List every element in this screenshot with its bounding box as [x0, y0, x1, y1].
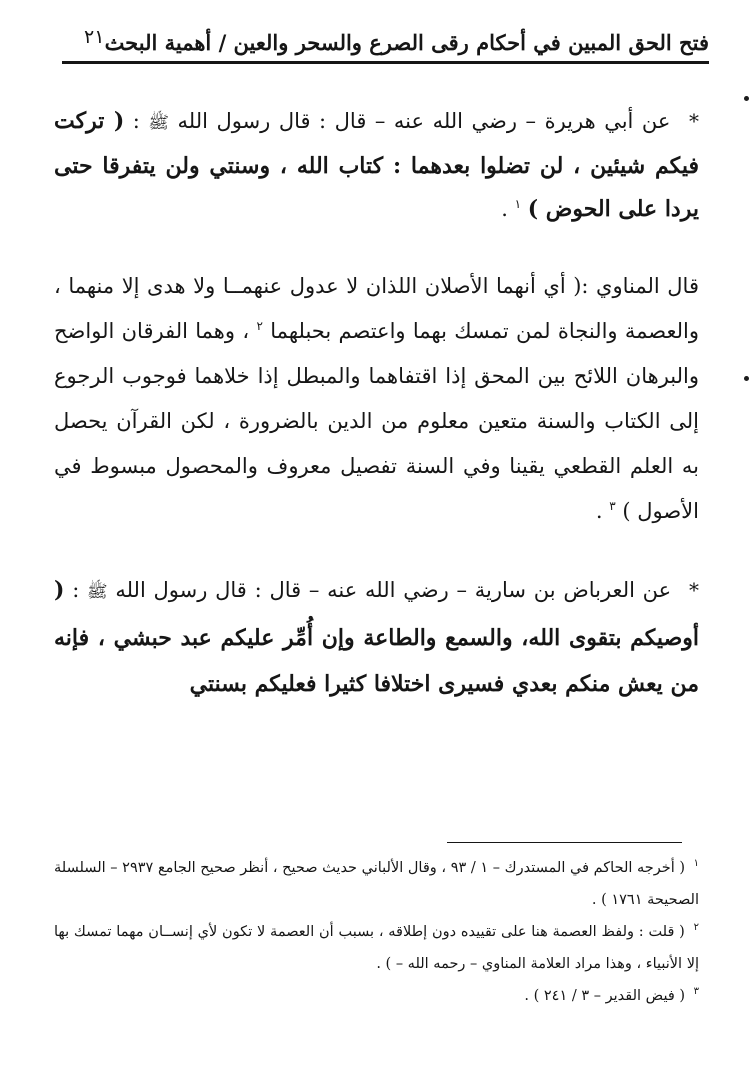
hadith-irbad	[54, 567, 699, 707]
footnote-ref: ٢	[256, 319, 263, 333]
honorific-symbol: ﷺ	[87, 582, 108, 602]
commentary-munawi	[54, 264, 699, 534]
footnote-2	[54, 916, 699, 980]
hadith-intro: عن العرباض بن سارية – رضي الله عنه – قال : قال رسول الله	[115, 578, 672, 602]
footnote-number: ٣	[693, 986, 699, 998]
footnote-separator	[447, 842, 682, 843]
footnote-number: ١	[693, 858, 700, 870]
header-rule	[62, 61, 709, 64]
commentary-text-2: ، وهما الفرقان الواضح والبرهان اللائح بين المحق إذا اقتفاهما والمبطل إذا خلاهما فوجوب الرجوع إلى الكتاب والسنة متعين معلوم من الدين بالضرورة ، لكن القرآن يحصل به العلم القطعي يقينا وفي السنة تفصيل معروف والمحصول مبسوط في الأصول )	[54, 319, 699, 523]
hadith-marker: *	[688, 109, 699, 133]
footnote-ref: ١	[514, 197, 522, 211]
hadith-abu-hurayrah	[54, 100, 699, 231]
hadith-intro: عن أبي هريرة – رضي الله عنه – قال : قال رسول الله	[177, 109, 671, 133]
scan-dot	[744, 96, 749, 101]
hadith-text: ( أوصيكم بتقوى الله، والسمع والطاعة وإن أُمِّر عليكم عبد حبشي ، فإنه من يعش منكم بعدي فسيرى اختلافا كثيرا فعليكم بسنتي	[54, 577, 699, 697]
footnotes	[54, 852, 699, 1012]
running-title: فتح الحق المبين في أحكام رقى الصرع والسحر والعين / أهمية البحث	[104, 30, 709, 55]
footnote-text: ( قلت : ولفظ العصمة هنا على تقييده دون إطلاقه ، بسبب أن العصمة لا تكون لأي إنســان مهما تمسك بها إلا الأنبياء ، وهذا مراد العلامة المناوي – رحمه الله – ) .	[54, 924, 699, 972]
footnote-text: ( فيض القدير – ٣ / ٢٤١ ) .	[524, 988, 686, 1004]
footnote-number: ٢	[693, 922, 700, 934]
paragraph-end: .	[501, 197, 508, 221]
footnote-text: ( أخرجه الحاكم في المستدرك – ١ / ٩٣ ، وقال الألباني حديث صحيح ، أنظر صحيح الجامع ٢٩٣٧ – السلسلة الصحيحة ١٧٦١ ) .	[54, 860, 699, 908]
hadith-intro-colon: :	[132, 109, 140, 133]
page-number: ٢١	[84, 26, 105, 48]
commentary-text-1: قال المناوي :( أي أنهما الأصلان اللذان لا عدول عنهمــا ولا هدى إلا منهما ، والعصمة والنجاة لمن تمسك بهما واعتصم بحبلهما	[54, 274, 699, 343]
footnote-1	[54, 852, 699, 916]
hadith-marker: *	[688, 578, 699, 602]
scan-dot	[744, 376, 749, 381]
honorific-symbol: ﷺ	[148, 113, 169, 133]
footnote-3	[54, 980, 699, 1012]
page-header	[62, 22, 709, 62]
paragraph-end: .	[595, 499, 603, 523]
hadith-intro-colon: :	[72, 578, 80, 602]
footnote-ref: ٣	[609, 499, 616, 513]
hadith-text: ( تركت فيكم شيئين ، لن تضلوا بعدهما : كتاب الله ، وسنتي ولن يتفرقا حتى يردا على الحوض )	[54, 108, 699, 222]
